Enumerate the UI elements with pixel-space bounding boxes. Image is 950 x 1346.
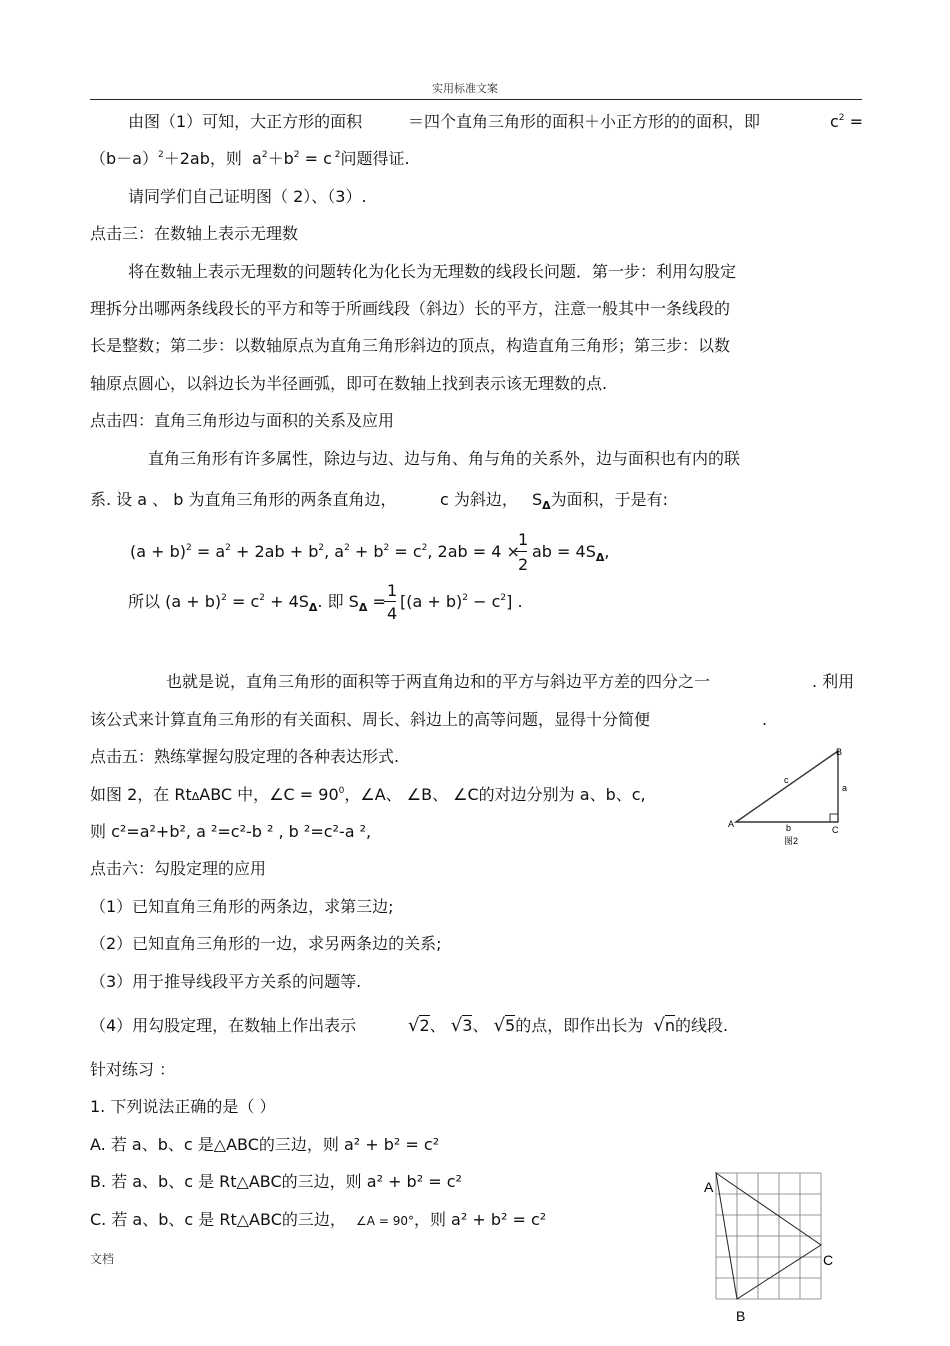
right-triangle-figure (728, 745, 856, 847)
list-item: （3）用于推导线段平方关系的问题等. (90, 972, 362, 991)
equation: $(a + b)^2 = a^2 + 2ab + b^2$, $a^2 + b^2 = c^2$, 2ab = 4 × (130, 542, 520, 561)
section-heading: 点击三：在数轴上表示无理数 (90, 224, 299, 243)
text-line: 如图 2，在 RtΔABC 中，∠C = $90^0$，∠A、 ∠B、 ∠C的对边分别为 a、b、c, (90, 785, 646, 804)
text-line: ＝四个直角三角形的面积＋小正方形的的面积，即 (408, 112, 761, 131)
text-line: $c^2$ = (830, 112, 864, 131)
text-line: . (762, 710, 768, 729)
side-label-c: c (784, 775, 789, 785)
text-line: 也就是说，直角三角形的面积等于两直角边和的平方与斜边平方差的四分之一 (166, 672, 711, 691)
side-label-b: b (786, 823, 792, 833)
fraction-numerator: 1 (387, 581, 398, 600)
section-heading: 点击四：直角三角形边与面积的关系及应用 (90, 411, 395, 430)
option-b: B. 若 a、b、c 是 Rt△ABC的三边，则 a² + b² = c² (90, 1172, 462, 1191)
vertex-label-a: A (728, 819, 735, 829)
text-line: $S_\Delta$为面积，于是有: (532, 490, 669, 512)
vertex-label-a: A (704, 1179, 714, 1195)
list-item: （4）用勾股定理，在数轴上作出表示 (90, 1016, 357, 1035)
vertex-label-b: B (736, 1308, 746, 1324)
text-line: 理拆分出哪两条线段长的平方和等于所画线段（斜边）长的平方，注意一般其中一条线段的 (90, 299, 731, 318)
grid-triangle-figure (700, 1165, 840, 1325)
side-label-a: a (842, 783, 848, 793)
option-a: A. 若 a、b、c 是△ABC的三边，则 a² + b² = c² (90, 1135, 440, 1154)
equation: ab = $4S_\Delta$, (532, 542, 610, 564)
text-line: 请同学们自己证明图（ 2）、（3）. (128, 187, 367, 206)
text-line: 长是整数；第二步：以数轴原点为直角三角形斜边的顶点，构造直角三角形；第三步：以数 (90, 336, 731, 355)
text-line: . 利用 (812, 672, 855, 691)
list-item: （1）已知直角三角形的两条边，求第三边; (90, 897, 394, 916)
question: 1. 下列说法正确的是（ ） (90, 1097, 276, 1116)
text-line: 由图（1）可知，大正方形的面积 (128, 112, 363, 131)
text-line: $(b-a)^2+2ab$，则 $a^2+b^2 = c$ $^2$问题得证. (90, 149, 410, 168)
section-heading: 针对练习 ： (90, 1060, 176, 1079)
fraction-bar (515, 551, 527, 552)
fraction-bar (384, 601, 396, 602)
figure-caption: 图2 (784, 836, 799, 846)
section-heading: 点击六：勾股定理的应用 (90, 859, 267, 878)
text-line: 轴原点圆心，以斜边长为半径画弧，即可在数轴上找到表示该无理数的点. (90, 374, 608, 393)
list-item: （2）已知直角三角形的一边，求另两条边的关系; (90, 934, 442, 953)
section-heading: 点击五：熟练掌握勾股定理的各种表达形式. (90, 747, 400, 766)
page-footer: 文档 (90, 1252, 115, 1266)
fraction-numerator: 1 (518, 530, 529, 549)
text-line: 该公式来计算直角三角形的有关面积、周长、斜边上的高等问题，显得十分简便 (90, 710, 651, 729)
vertex-label-c: C (823, 1252, 834, 1268)
equation: $[(a + b)^2 - c^2]$ . (400, 592, 523, 611)
text-line: 则 c²=a²+b², a ²=c²-b ² , b ²=c²-a ², (90, 822, 372, 841)
fraction-denominator: 4 (387, 604, 398, 623)
vertex-label-b: B (836, 747, 843, 757)
text-line: 将在数轴上表示无理数的问题转化为化长为无理数的线段长问题．第一步：利用勾股定 (128, 262, 737, 281)
option-c: C. 若 a、b、c 是 Rt△ABC的三边， ∠A = 90°，则 a² + b² = c² (90, 1210, 547, 1229)
page-header: 实用标准文案 (432, 82, 498, 95)
sqrt-expression: √2、 √3、 √5的点，即作出长为 √n的线段. (408, 1015, 729, 1036)
equation: 所以 $(a + b)^2 = c^2 + 4S_\Delta$. 即 $S_\Delta$ = (128, 592, 386, 614)
text-line: c 为斜边， (440, 490, 518, 509)
text-line: 直角三角形有许多属性，除边与边、边与角、角与角的关系外，边与面积也有内的联 (148, 449, 741, 468)
text-line: 系. 设 a 、 b 为直角三角形的两条直角边， (90, 490, 397, 509)
vertex-label-c: C (832, 825, 839, 835)
fraction-denominator: 2 (518, 555, 529, 574)
header-rule (90, 99, 862, 100)
